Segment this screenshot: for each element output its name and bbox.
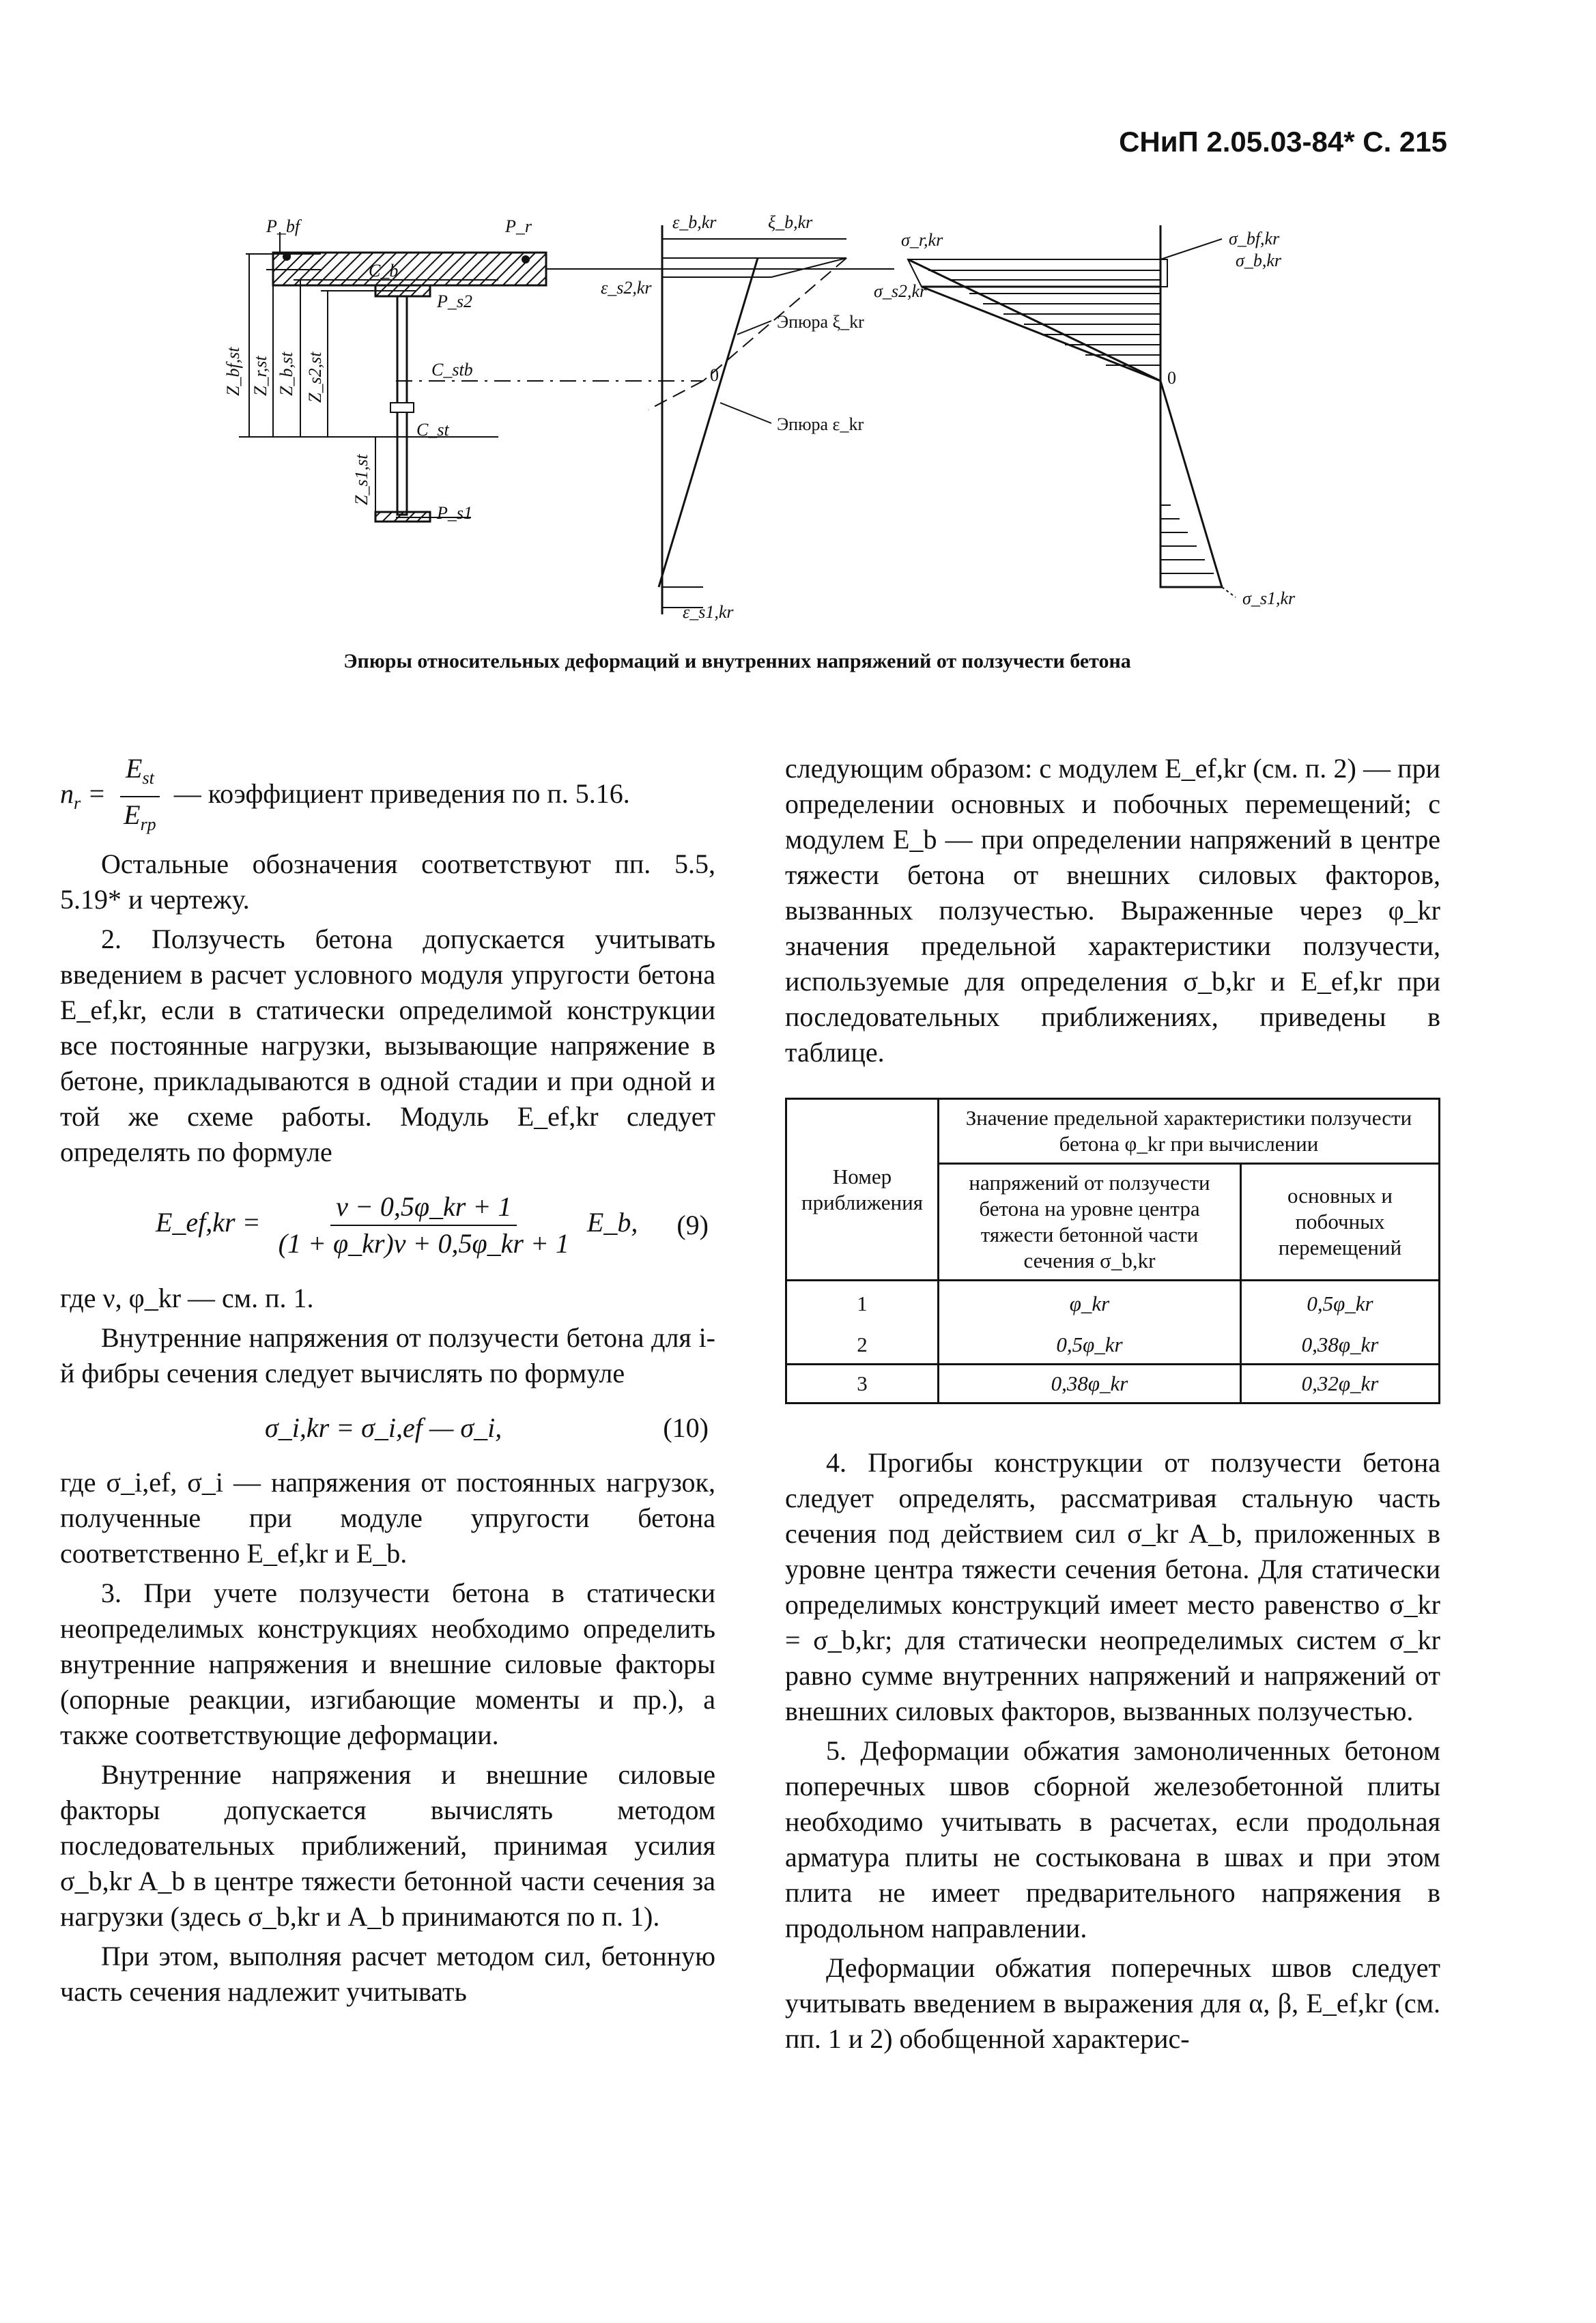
label-z-bf-st: Z_bf,st — [223, 347, 243, 396]
formula-9-lhs: E_ef,kr = — [156, 1207, 261, 1238]
label-c-stb: C_stb — [431, 360, 473, 380]
formula-9 — [60, 1189, 715, 1262]
label-epure-eps: Эпюра ε_kr — [777, 414, 864, 434]
table-header-number: Номер приближения — [786, 1099, 939, 1281]
figure-caption: Эпюры относительных деформаций и внутренних напряжений от ползучести бетона — [343, 650, 1131, 672]
label-xi-b-kr: ξ_b,kr — [768, 212, 813, 232]
label-p-r: P_r — [505, 216, 532, 236]
right-column — [785, 751, 1440, 2061]
table-row — [786, 1365, 1440, 1403]
label-sigma-s2-kr: σ_s2,kr — [874, 281, 927, 301]
label-z-b-st: Z_b,st — [276, 352, 296, 396]
table-cell-stress-coef: 0,38φ_kr — [939, 1365, 1241, 1403]
nr-definition-text: — коэффициент приведения по п. 5.16. — [173, 778, 630, 810]
label-eps-s2-kr: ε_s2,kr — [601, 278, 652, 298]
creep-coefficient-table — [785, 1098, 1440, 1404]
nr-fraction: $\frac{E_{st}}{E_{rp}}$ — [118, 751, 162, 842]
label-c-b: C_b — [369, 261, 399, 281]
paragraph-other-notation: Остальные обозначения соответствуют пп. 5.5, 5.19* и чертежу. — [60, 849, 715, 915]
formula-9-numerator: ν − 0,5φ_kr + 1 — [330, 1189, 517, 1226]
nr-definition: $n_r$ = $\frac{E_{st}}{E_{rp}}$ — коэффициент приведения по п. 5.16. — [60, 751, 715, 842]
paragraph-3: 3. При учете ползучести бетона в статически неопределимых конструкциях необходимо определить внутренние напряжения и внешние силовые факторы (опорные реакции, изгибающие моменты и пр.), а также соответствующие деформации. — [60, 1578, 715, 1750]
table-cell-displ-coef: 0,38φ_kr — [1241, 1326, 1440, 1365]
label-z-s2-st: Z_s2,st — [305, 352, 325, 403]
formula-9-denominator: (1 + φ_kr)ν + 0,5φ_kr + 1 — [278, 1228, 569, 1259]
table-header-group: Значение предельной характеристики ползучести бетона φ_kr при вычислении — [939, 1099, 1440, 1164]
formula-9-tail: E_b, — [586, 1207, 638, 1238]
label-zero-stress: 0 — [1167, 368, 1176, 388]
table-header-displacements: основных и побочных перемещений — [1241, 1164, 1440, 1281]
formula-10 — [60, 1410, 715, 1446]
paragraph-2: 2. Ползучесть бетона допускается учитывать введением в расчет условного модуля упругости бетона E_ef,kr, если в статически определимой конструкции все постоянные нагрузки, вызывающие напряжение в бетоне, прикладываются в одной стадии и при одной и той же схеме работы. Модуль E_ef,kr следует определять по формуле — [60, 924, 715, 1167]
label-sigma-b-kr: σ_b,kr — [1236, 251, 1281, 270]
paragraph-forces-method: При этом, выполняя расчет методом сил, бетонную часть сечения надлежит учитывать — [60, 1941, 715, 2007]
paragraph-joint-compression: Деформации обжатия поперечных швов следует учитывать введением в выражения для α, β, E_ef,kr (см. пп. 1 и 2) обобщенной характерис- — [785, 1952, 1440, 2054]
label-p-s1: P_s1 — [437, 503, 472, 523]
label-sigma-s1-kr: σ_s1,kr — [1242, 588, 1296, 608]
label-zero-strain: 0 — [710, 365, 719, 385]
label-z-s1-st: Z_s1,st — [352, 454, 371, 505]
creep-diagram-figure — [212, 205, 1317, 628]
rebar-r-icon — [522, 255, 530, 263]
label-z-r-st: Z_r,st — [251, 356, 270, 396]
running-head: СНиП 2.05.03-84* С. 215 — [1119, 126, 1447, 158]
label-eps-s1-kr: ε_s1,kr — [683, 602, 734, 622]
table-cell-stress-coef: 0,5φ_kr — [939, 1326, 1241, 1365]
formula-10-body: σ_i,kr = σ_i,ef — σ_i, — [265, 1412, 502, 1443]
formula-10-number: (10) — [663, 1412, 709, 1443]
table-row — [786, 1326, 1440, 1365]
label-sigma-r-kr: σ_r,kr — [901, 230, 943, 250]
table-cell-stress-coef: φ_kr — [939, 1281, 1241, 1327]
formula-9-number: (9) — [676, 1210, 709, 1240]
label-sigma-bf-kr: σ_bf,kr — [1229, 229, 1280, 248]
creep-diagram — [212, 205, 1317, 628]
label-eps-b-kr: ε_b,kr — [672, 212, 717, 232]
table-cell-number: 2 — [786, 1326, 939, 1365]
paragraph-4: 4. Прогибы конструкции от ползучести бетона следует определять, рассматривая стальную часть сечения под действием сил σ_kr A_b, приложенных в уровне центра тяжести сечения бетона. Для статически определимых конструкций имеет место равенство σ_kr = σ_b,kr; для статически неопределимых систем σ_kr равно сумме внутренних напряжений и напряжений от внешних силовых факторов, вызванных ползучестью. — [785, 1447, 1440, 1726]
where-2: где σ_i,ef, σ_i — напряжения от постоянных нагрузок, полученные при модуле упругости бетона соответственно E_ef,kr и E_b. — [60, 1467, 715, 1569]
paragraph-5: 5. Деформации обжатия замоноличенных бетоном поперечных швов сборной железобетонной плиты необходимо учитывать в расчетах, если продольная арматура плиты не состыкована в швах и при этом плита не имеет предварительного напряжения в продольном направлении. — [785, 1735, 1440, 1943]
label-epure-xi: Эпюра ξ_kr — [777, 312, 864, 332]
paragraph-iterations: Внутренние напряжения и внешние силовые факторы допускается вычислять методом последовательных приближений, принимая усилия σ_b,kr A_b в центре тяжести бетонной части сечения за нагрузки (здесь σ_b,kr и A_b принимаются по п. 1). — [60, 1759, 715, 1932]
table-cell-number: 1 — [786, 1281, 939, 1327]
stress-diagram — [908, 225, 1236, 597]
label-p-s2: P_s2 — [437, 291, 472, 311]
formula-9-fraction — [273, 1189, 575, 1262]
where-1: где ν, φ_kr — см. п. 1. — [60, 1283, 314, 1313]
table-header-stresses: напряжений от ползучести бетона на уровне центра тяжести бетонной части сечения σ_b,kr — [939, 1164, 1241, 1281]
rebar-bf-icon — [283, 253, 291, 261]
left-column — [60, 751, 715, 2014]
label-p-bf: P_bf — [266, 216, 300, 236]
table-cell-number: 3 — [786, 1365, 939, 1403]
table-row — [786, 1281, 1440, 1327]
table-cell-displ-coef: 0,5φ_kr — [1241, 1281, 1440, 1327]
paragraph-internal-stresses: Внутренние напряжения от ползучести бетона для i-й фибры сечения следует вычислять по формуле — [60, 1322, 715, 1388]
table-cell-displ-coef: 0,32φ_kr — [1241, 1365, 1440, 1403]
label-c-st: C_st — [416, 420, 449, 440]
cross-section — [239, 232, 894, 522]
paragraph-continuation: следующим образом: с модулем E_ef,kr (см. п. 2) — при определении основных и побочных перемещений; с модулем E_b — при определении напряжений в центре тяжести бетона от внешних силовых факторов, вызванных ползучестью. Выраженные через φ_kr значения предельной характеристики ползучести, используемые для определения σ_b,kr и E_ef,kr при последовательных приближениях, приведены в таблице. — [785, 753, 1440, 1068]
